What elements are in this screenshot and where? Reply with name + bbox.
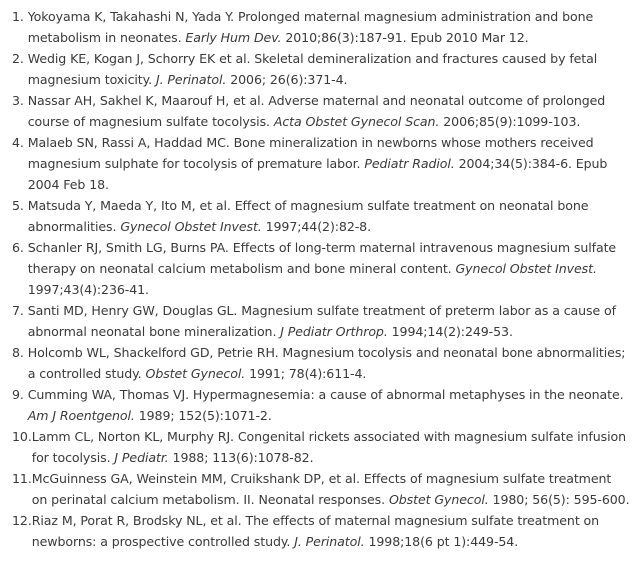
reference-text: Cumming WA, Thomas VJ. Hypermagnesemia: a cause of abnormal metaphyses in the neonate. [27,387,624,402]
reference-number: 6. [12,240,28,255]
reference-number: 12. [12,513,32,528]
reference-journal: Am J Roentgenol. [27,408,135,423]
reference-journal: Gynecol Obstet Invest. [455,261,597,276]
reference-number: 1. [12,9,28,24]
reference-details: 1994;14(2):249-53. [387,324,513,339]
reference-item [12,384,630,426]
reference-item [12,132,630,195]
reference-citation [28,90,630,132]
reference-details: 1980; 56(5): 595-600. [488,492,630,507]
reference-details: 2004;34(5):384-6. Epub 2004 Feb 18. [27,156,608,192]
reference-journal: J Pediatr. [114,450,169,465]
reference-number: 7. [12,303,28,318]
reference-details: 1997;43(4):236-41. [27,282,149,297]
reference-item [12,6,630,48]
reference-journal: Gynecol Obstet Invest. [120,219,262,234]
reference-details: 1997;44(2):82-8. [261,219,371,234]
reference-number: 4. [12,135,28,150]
reference-text: Wedig KE, Kogan J, Schorry EK et al. Skeletal demineralization and fractures caused by fetal magnesium toxicity. [27,51,598,87]
reference-item [12,426,630,468]
reference-text: Malaeb SN, Rassi A, Haddad MC. Bone mineralization in newborns whose mothers received magnesium sulphate for tocolysis of premature labor. [27,135,594,171]
reference-details: 1991; 78(4):611-4. [245,366,367,381]
reference-number: 5. [12,198,28,213]
reference-citation [32,468,630,510]
reference-number: 9. [12,387,28,402]
reference-citation [28,48,630,90]
reference-item [12,510,630,552]
reference-number: 8. [12,345,28,360]
reference-item [12,195,630,237]
reference-details: 1988; 113(6):1078-82. [168,450,314,465]
reference-journal: Pediatr Radiol. [364,156,455,171]
reference-text: Yokoyama K, Takahashi N, Yada Y. Prolonged maternal magnesium administration and bone metabolism in neonates. [27,9,594,45]
reference-text: Nassar AH, Sakhel K, Maarouf H, et al. Adverse maternal and neonatal outcome of prolonged course of magnesium sulfate tocolysis. [27,93,606,129]
reference-number: 2. [12,51,28,66]
reference-journal: Acta Obstet Gynecol Scan. [273,114,440,129]
reference-journal: Obstet Gynecol. [145,366,246,381]
reference-item [12,342,630,384]
reference-citation [32,426,630,468]
reference-item [12,48,630,90]
reference-details: 2010;86(3):187-91. Epub 2010 Mar 12. [281,30,529,45]
reference-citation [32,510,630,552]
reference-details: 1998;18(6 pt 1):449-54. [364,534,519,549]
reference-citation [28,195,630,237]
reference-number: 11. [12,471,32,486]
reference-citation [28,342,630,384]
reference-citation [28,6,630,48]
reference-text: McGuinness GA, Weinstein MM, Cruikshank DP, et al. Effects of magnesium sulfate treatment on perinatal calcium metabolism. II. Neonatal responses. [31,471,612,507]
reference-journal: J. Perinatol. [156,72,227,87]
reference-journal: J. Perinatol. [294,534,365,549]
reference-text: Riaz M, Porat R, Brodsky NL, et al. The effects of maternal magnesium sulfate treatment on newborns: a prospective controlled study. [31,513,600,549]
reference-details: 2006; 26(6):371-4. [226,72,348,87]
reference-text: Schanler RJ, Smith LG, Burns PA. Effects of long-term maternal intravenous magnesium sulfate therapy on neonatal calcium metabolism and bone mineral content. [27,240,617,276]
reference-citation [28,384,630,426]
reference-item [12,468,630,510]
reference-text: Matsuda Y, Maeda Y, Ito M, et al. Effect of magnesium sulfate treatment on neonatal bone abnormalities. [27,198,589,234]
reference-text: Lamm CL, Norton KL, Murphy RJ. Congenital rickets associated with magnesium sulfate infusion for tocolysis. [31,429,626,465]
reference-details: 1989; 152(5):1071-2. [134,408,272,423]
reference-journal: J Pediatr Orthrop. [280,324,388,339]
reference-text: Holcomb WL, Shackelford GD, Petrie RH. Magnesium tocolysis and neonatal bone abnormalities; a controlled study. [27,345,626,381]
reference-journal: Early Hum Dev. [185,30,282,45]
reference-journal: Obstet Gynecol. [388,492,489,507]
reference-item [12,90,630,132]
reference-number: 10. [12,429,32,444]
reference-number: 3. [12,93,28,108]
reference-item [12,300,630,342]
reference-details: 2006;85(9):1099-103. [439,114,581,129]
reference-item [12,237,630,300]
reference-text: Santi MD, Henry GW, Douglas GL. Magnesium sulfate treatment of preterm labor as a cause of abnormal neonatal bone mineralization. [27,303,616,339]
reference-citation [28,132,630,195]
reference-citation [28,300,630,342]
reference-citation [28,237,630,300]
